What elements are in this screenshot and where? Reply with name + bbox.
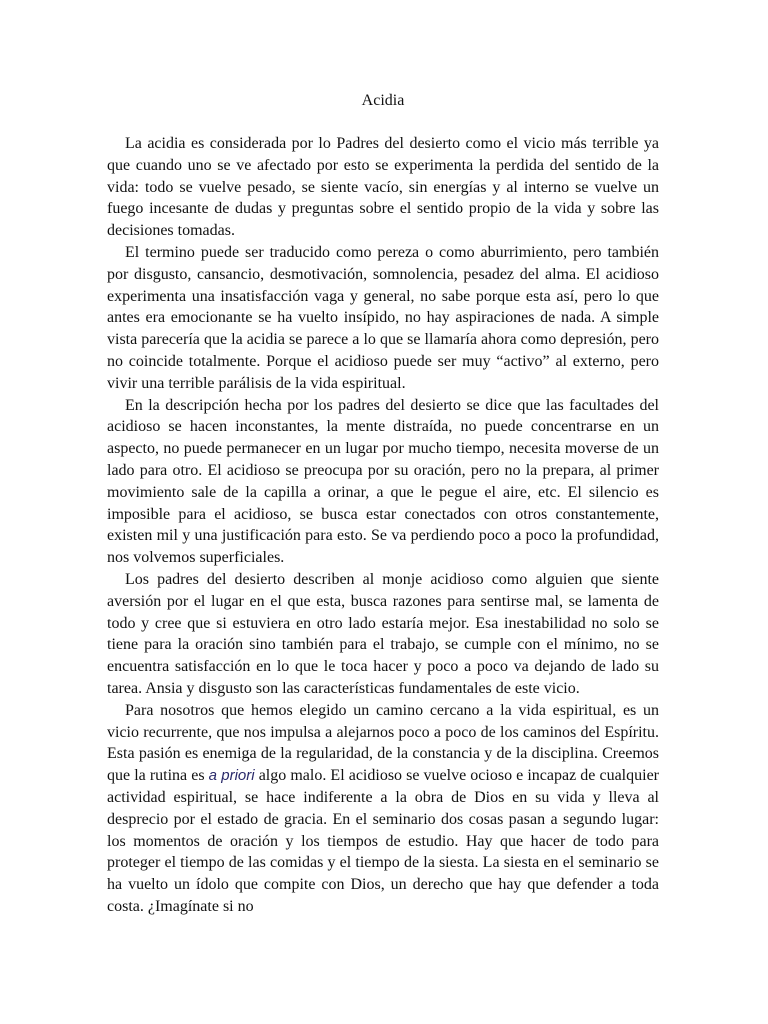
paragraph-2: El termino puede ser traducido como pereza o como aburrimiento, pero también por disgusto, cansancio, desmotivación, somnolencia, pesadez del alma. El acidioso experimenta una insatisfacción vaga y general, no sabe porque esta así, pero lo que antes era emocionante se ha vuelto insípido, no hay aspiraciones de nada. A simple vista parecería que la acidia se parece a lo que se llamaría ahora como depresión, pero no coincide totalmente. Porque el acidioso puede ser muy “activo” al externo, pero vivir una terrible parálisis de la vida espiritual.: [107, 243, 659, 392]
paragraph-1: La acidia es considerada por lo Padres del desierto como el vicio más terrible ya que cuando uno se ve afectado por esto se experimenta la perdida del sentido de la vida: todo se vuelve pesado, se siente vacío, sin energías y al interno se vuelve un fuego incesante de dudas y preguntas sobre el sentido propio de la vida y sobre las decisiones tomadas.: [107, 135, 659, 240]
paragraph-5-start: Para nosotros que hemos elegido un camino cercano a la vida espiritual, es un vicio recurrente, que nos impulsa a alejarnos poco a poco de los caminos del Espíritu. Esta pasión es enemiga de la regularidad, de la constancia y de la disciplina. Creemos que la rutina es: [107, 701, 659, 785]
paragraph-4: Los padres del desierto describen al monje acidioso como alguien que siente aversión por el lugar en el que esta, busca razones para sentirse mal, se lamenta de todo y cree que si estuviera en otro lado estaría mejor. Esa inestabilidad no solo se tiene para la oración sino también para el trabajo, se cumple con el mínimo, no se encuentra satisfacción en lo que le toca hacer y poco a poco va dejando de lado su tarea. Ansia y disgusto son las características fundamentales de este vicio.: [107, 570, 659, 697]
paragraph-5: [107, 700, 659, 918]
emphasis-a-priori: a priori: [208, 767, 255, 785]
paragraph-3: En la descripción hecha por los padres del desierto se dice que las facultades del acidioso se hacen inconstantes, la mente distraída, no puede concentrarse en un aspecto, no puede permanecer en un lugar por mucho tiempo, necesita moverse de un lado para otro. El acidioso se preocupa por su oración, pero no la prepara, al primer movimiento sale de la capilla a orinar, a que le pegue el aire, etc. El silencio es imposible para el acidioso, se busca estar conectados con otros constantemente, existen mil y una justificación para esto. Se va perdiendo poco a poco la profundidad, nos volvemos superficiales.: [107, 396, 659, 567]
document-page: [107, 90, 659, 918]
paragraph-5-end: algo malo. El acidioso se vuelve ocioso e incapaz de cualquier actividad espiritual, se hace indiferente a la obra de Dios en su vida y lleva al desprecio por el estado de gracia. En el seminario dos cosas pasan a segundo lugar: los momentos de oración y los tiempos de estudio. Hay que hacer de todo para proteger el tiempo de las comidas y el tiempo de la siesta. La siesta en el seminario se ha vuelto un ídolo que compite con Dios, un derecho que hay que defender a toda costa. ¿Imagínate si no: [107, 767, 660, 915]
document-title: Acidia: [361, 92, 405, 109]
